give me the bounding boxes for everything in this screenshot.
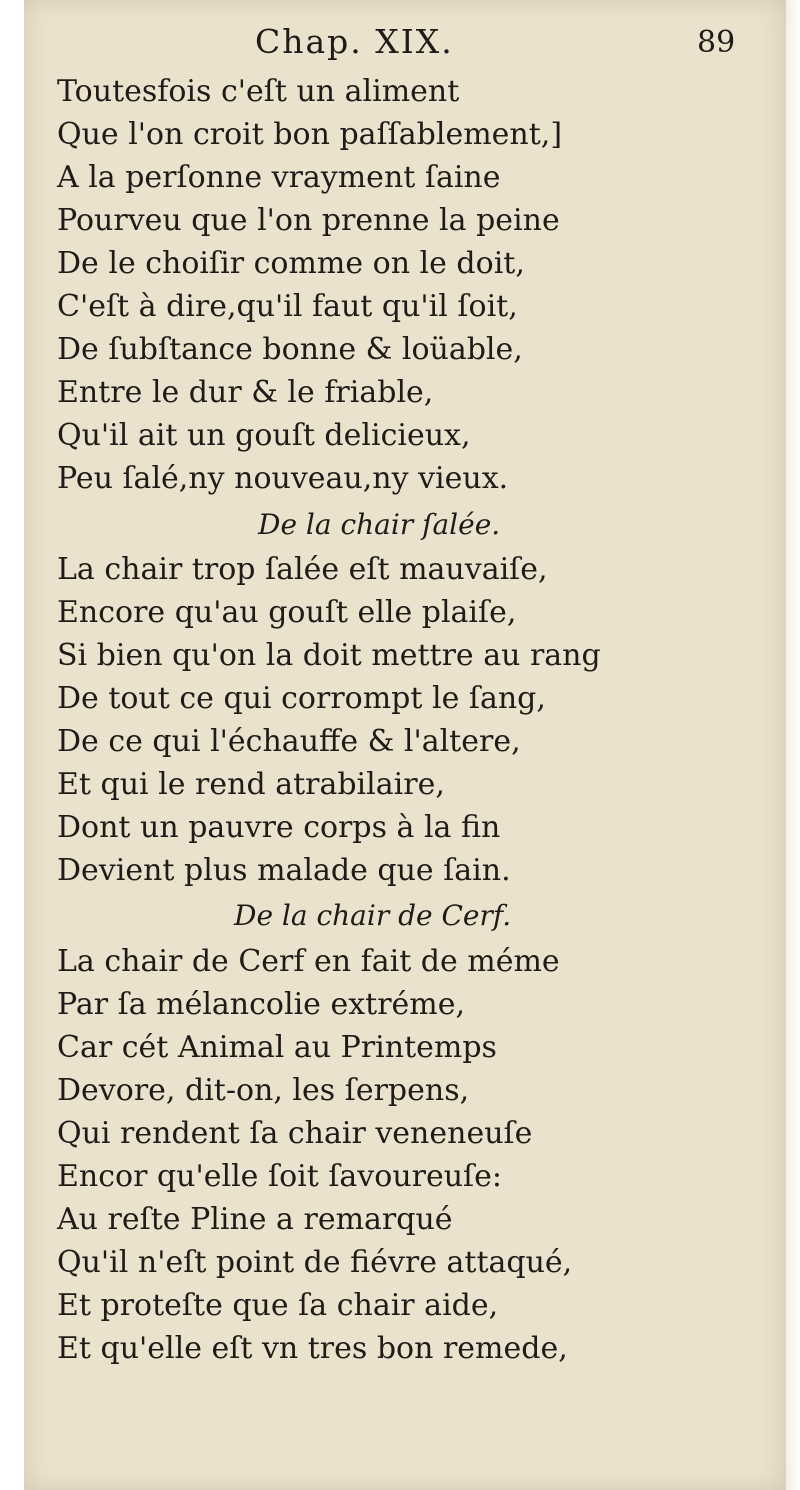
verse-line: Qui rendent ſa chair veneneuſe bbox=[57, 1116, 533, 1151]
verse-line: Si bien qu'on la doit mettre au rang bbox=[57, 638, 601, 673]
verse-line: Encore qu'au gouſt elle plaiſe, bbox=[57, 595, 517, 630]
verse-line: Et qu'elle eſt vn tres bon remede, bbox=[57, 1331, 568, 1366]
verse-line: Par ſa mélancolie extréme, bbox=[57, 987, 466, 1022]
verse-line: Qu'il n'eſt point de fiévre attaqué, bbox=[57, 1245, 573, 1280]
verse-line: De le choiſir comme on le doit, bbox=[57, 246, 525, 281]
verse-line: Toutesfois c'eſt un aliment bbox=[57, 74, 460, 109]
page-number: 89 bbox=[697, 25, 736, 60]
verse-line: Dont un pauvre corps à la fin bbox=[57, 810, 501, 845]
verse-line: Pourveu que l'on prenne la peine bbox=[57, 203, 560, 238]
verse-line: Au reſte Pline a remarqué bbox=[57, 1202, 453, 1237]
verse-line: Peu ſalé,ny nouveau,ny vieux. bbox=[57, 461, 509, 496]
verse-line: La chair trop ſalée eſt mauvaiſe, bbox=[57, 552, 548, 587]
verse-line: De ſubſtance bonne & loüable, bbox=[57, 332, 523, 367]
verse-line: Entre le dur & le friable, bbox=[57, 375, 434, 410]
verse-line: Que l'on croit bon paſſablement,] bbox=[57, 117, 563, 152]
verse-line: De ce qui l'échauffe & l'altere, bbox=[57, 724, 521, 759]
verse-line: A la perſonne vrayment ſaine bbox=[57, 160, 501, 195]
verse-line: De tout ce qui corrompt le ſang, bbox=[57, 681, 546, 716]
section-heading: De la chair ſalée. bbox=[258, 508, 501, 541]
verse-line: La chair de Cerf en fait de méme bbox=[57, 944, 560, 979]
running-head: Chap. XIX. bbox=[255, 22, 454, 61]
verse-line: Car cét Animal au Printemps bbox=[57, 1030, 497, 1065]
verse-line: Devore, dit-on, les ſerpens, bbox=[57, 1073, 470, 1108]
verse-line: C'eſt à dire,qu'il faut qu'il ſoit, bbox=[57, 289, 518, 324]
verse-line: Et proteſte que ſa chair aide, bbox=[57, 1288, 499, 1323]
section-heading: De la chair de Cerf. bbox=[234, 899, 512, 932]
verse-line: Et qui le rend atrabilaire, bbox=[57, 767, 445, 802]
verse-line: Devient plus malade que ſain. bbox=[57, 853, 511, 888]
page-edge bbox=[786, 0, 800, 1490]
verse-line: Encor qu'elle ſoit ſavoureuſe: bbox=[57, 1159, 503, 1194]
verse-line: Qu'il ait un gouſt delicieux, bbox=[57, 418, 471, 453]
